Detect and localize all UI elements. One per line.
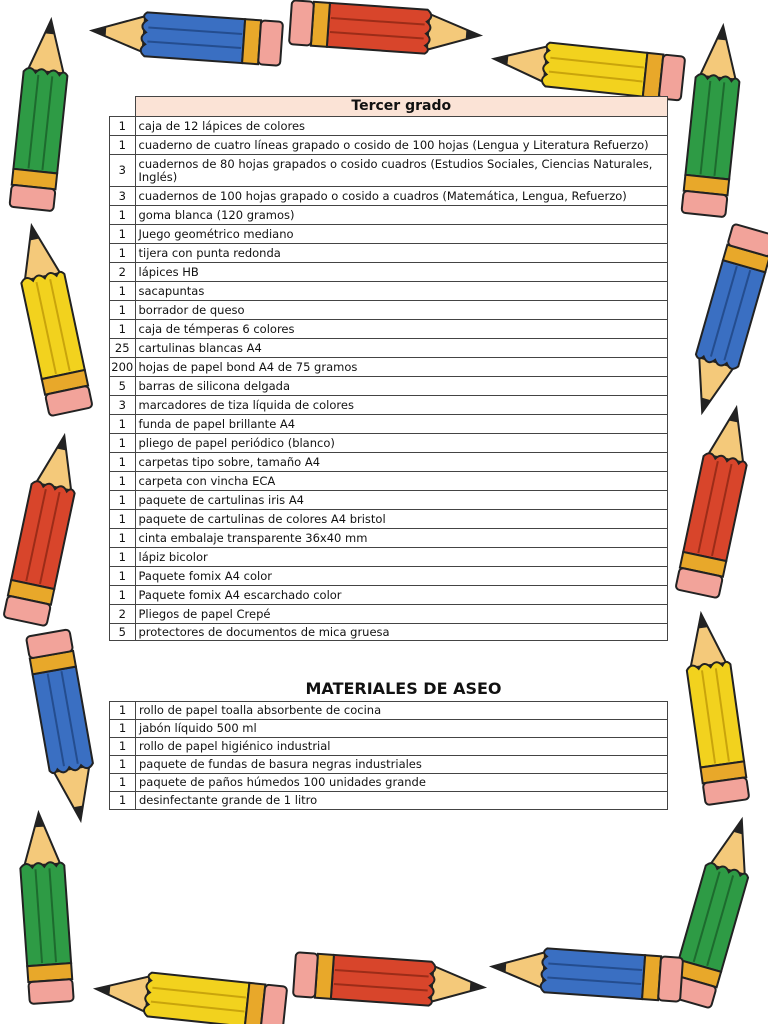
table-row — [110, 624, 668, 641]
table-row — [110, 320, 668, 339]
quantity-cell: 3 — [110, 187, 136, 206]
item-cell: borrador de queso — [135, 301, 668, 320]
quantity-cell: 1 — [110, 738, 136, 756]
item-cell: Paquete fomix A4 color — [135, 567, 668, 586]
quantity-cell: 1 — [110, 136, 136, 155]
item-cell: desinfectante grande de 1 litro — [136, 792, 668, 810]
grade-title: Tercer grado — [135, 97, 668, 117]
item-cell: Paquete fomix A4 escarchado color — [135, 586, 668, 605]
table-row — [110, 225, 668, 244]
quantity-cell: 1 — [110, 225, 136, 244]
table-row — [110, 586, 668, 605]
quantity-cell: 1 — [110, 702, 136, 720]
quantity-cell: 1 — [110, 244, 136, 263]
item-cell: rollo de papel higiénico industrial — [136, 738, 668, 756]
table-row — [110, 548, 668, 567]
pencil-icon — [17, 811, 74, 1004]
item-cell: cinta embalaje transparente 36x40 mm — [135, 529, 668, 548]
item-cell: caja de 12 lápices de colores — [135, 117, 668, 136]
table-row — [110, 605, 668, 624]
table-row — [110, 472, 668, 491]
item-cell: marcadores de tiza líquida de colores — [135, 396, 668, 415]
item-cell: paquete de fundas de basura negras industriales — [136, 756, 668, 774]
item-cell: paquete de paños húmedos 100 unidades grande — [136, 774, 668, 792]
item-cell: paquete de cartulinas iris A4 — [135, 491, 668, 510]
quantity-cell: 1 — [110, 792, 136, 810]
item-cell: pliego de papel periódico (blanco) — [135, 434, 668, 453]
quantity-cell: 1 — [110, 529, 136, 548]
table-row — [110, 529, 668, 548]
table-header-row — [110, 97, 668, 117]
item-cell: cartulinas blancas A4 — [135, 339, 668, 358]
item-cell: paquete de cartulinas de colores A4 bristol — [135, 510, 668, 529]
pencil-icon — [492, 37, 686, 101]
table-row — [110, 491, 668, 510]
table-row — [110, 567, 668, 586]
quantity-cell: 5 — [110, 624, 136, 641]
item-cell: carpeta con vincha ECA — [135, 472, 668, 491]
item-cell: cuaderno de cuatro líneas grapado o cosido de 100 hojas (Lengua y Literatura Refuerzo) — [135, 136, 668, 155]
quantity-cell: 1 — [110, 301, 136, 320]
quantity-cell: 25 — [110, 339, 136, 358]
quantity-cell: 1 — [110, 453, 136, 472]
pencil-icon — [10, 221, 93, 416]
quantity-cell: 3 — [110, 396, 136, 415]
table-row — [110, 155, 668, 187]
item-cell: funda de papel brillante A4 — [135, 415, 668, 434]
table-row — [110, 377, 668, 396]
table-row — [110, 453, 668, 472]
table-row — [110, 263, 668, 282]
cleaning-heading: MATERIALES DE ASEO — [305, 679, 502, 698]
item-cell: Pliegos de papel Crepé — [135, 605, 668, 624]
table-row — [110, 510, 668, 529]
table-row — [110, 117, 668, 136]
table-row — [110, 396, 668, 415]
item-cell: goma blanca (120 gramos) — [135, 206, 668, 225]
table-row — [110, 792, 668, 810]
pencil-icon — [681, 24, 745, 218]
item-cell: Juego geométrico mediano — [135, 225, 668, 244]
item-cell: jabón líquido 500 ml — [136, 720, 668, 738]
table-row — [110, 415, 668, 434]
pencil-icon — [293, 952, 486, 1009]
quantity-cell: 1 — [110, 282, 136, 301]
quantity-cell: 2 — [110, 605, 136, 624]
supplies-table — [109, 96, 668, 641]
cleaning-table — [109, 701, 668, 810]
quantity-cell: 1 — [110, 491, 136, 510]
quantity-cell: 2 — [110, 263, 136, 282]
table-row — [110, 244, 668, 263]
table-row — [110, 187, 668, 206]
pencil-icon — [289, 0, 482, 57]
quantity-cell: 1 — [110, 206, 136, 225]
quantity-cell: 3 — [110, 155, 136, 187]
table-row — [110, 136, 668, 155]
item-cell: cuadernos de 80 hojas grapados o cosido cuadros (Estudios Sociales, Ciencias Naturales, Inglés) — [135, 155, 668, 187]
quantity-cell: 5 — [110, 377, 136, 396]
table-row — [110, 702, 668, 720]
item-cell: cuadernos de 100 hojas grapado o cosido a cuadros (Matemática, Lengua, Refuerzo) — [135, 187, 668, 206]
quantity-cell: 1 — [110, 472, 136, 491]
table-row — [110, 756, 668, 774]
quantity-cell: 1 — [110, 510, 136, 529]
pencil-icon — [681, 224, 768, 419]
quantity-cell: 1 — [110, 720, 136, 738]
pencil-icon — [94, 967, 288, 1024]
quantity-cell: 1 — [110, 434, 136, 453]
quantity-cell: 1 — [110, 548, 136, 567]
item-cell: protectores de documentos de mica gruesa — [135, 624, 668, 641]
item-cell: sacapuntas — [135, 282, 668, 301]
table-row — [110, 434, 668, 453]
item-cell: rollo de papel toalla absorbente de cocina — [136, 702, 668, 720]
quantity-cell: 1 — [110, 567, 136, 586]
quantity-cell: 1 — [110, 415, 136, 434]
item-cell: lápices HB — [135, 263, 668, 282]
quantity-cell: 1 — [110, 117, 136, 136]
pencil-icon — [675, 403, 758, 598]
item-cell: carpetas tipo sobre, tamaño A4 — [135, 453, 668, 472]
table-row — [110, 358, 668, 377]
pencil-icon — [490, 945, 683, 1002]
quantity-cell: 1 — [110, 320, 136, 339]
table-row — [110, 206, 668, 225]
table-row — [110, 301, 668, 320]
pencil-icon — [679, 611, 749, 805]
pencil-icon — [90, 9, 283, 66]
table-row — [110, 738, 668, 756]
item-cell: tijera con punta redonda — [135, 244, 668, 263]
quantity-cell: 1 — [110, 586, 136, 605]
item-cell: caja de témperas 6 colores — [135, 320, 668, 339]
table-row — [110, 282, 668, 301]
table-row — [110, 774, 668, 792]
pencil-icon — [26, 629, 102, 824]
quantity-cell: 200 — [110, 358, 136, 377]
item-cell: barras de silicona delgada — [135, 377, 668, 396]
item-cell: lápiz bicolor — [135, 548, 668, 567]
table-row — [110, 339, 668, 358]
pencil-icon — [3, 431, 86, 626]
table-row — [110, 720, 668, 738]
header-blank-cell — [110, 97, 136, 117]
quantity-cell: 1 — [110, 774, 136, 792]
pencil-icon — [9, 18, 73, 212]
quantity-cell: 1 — [110, 756, 136, 774]
item-cell: hojas de papel bond A4 de 75 gramos — [135, 358, 668, 377]
